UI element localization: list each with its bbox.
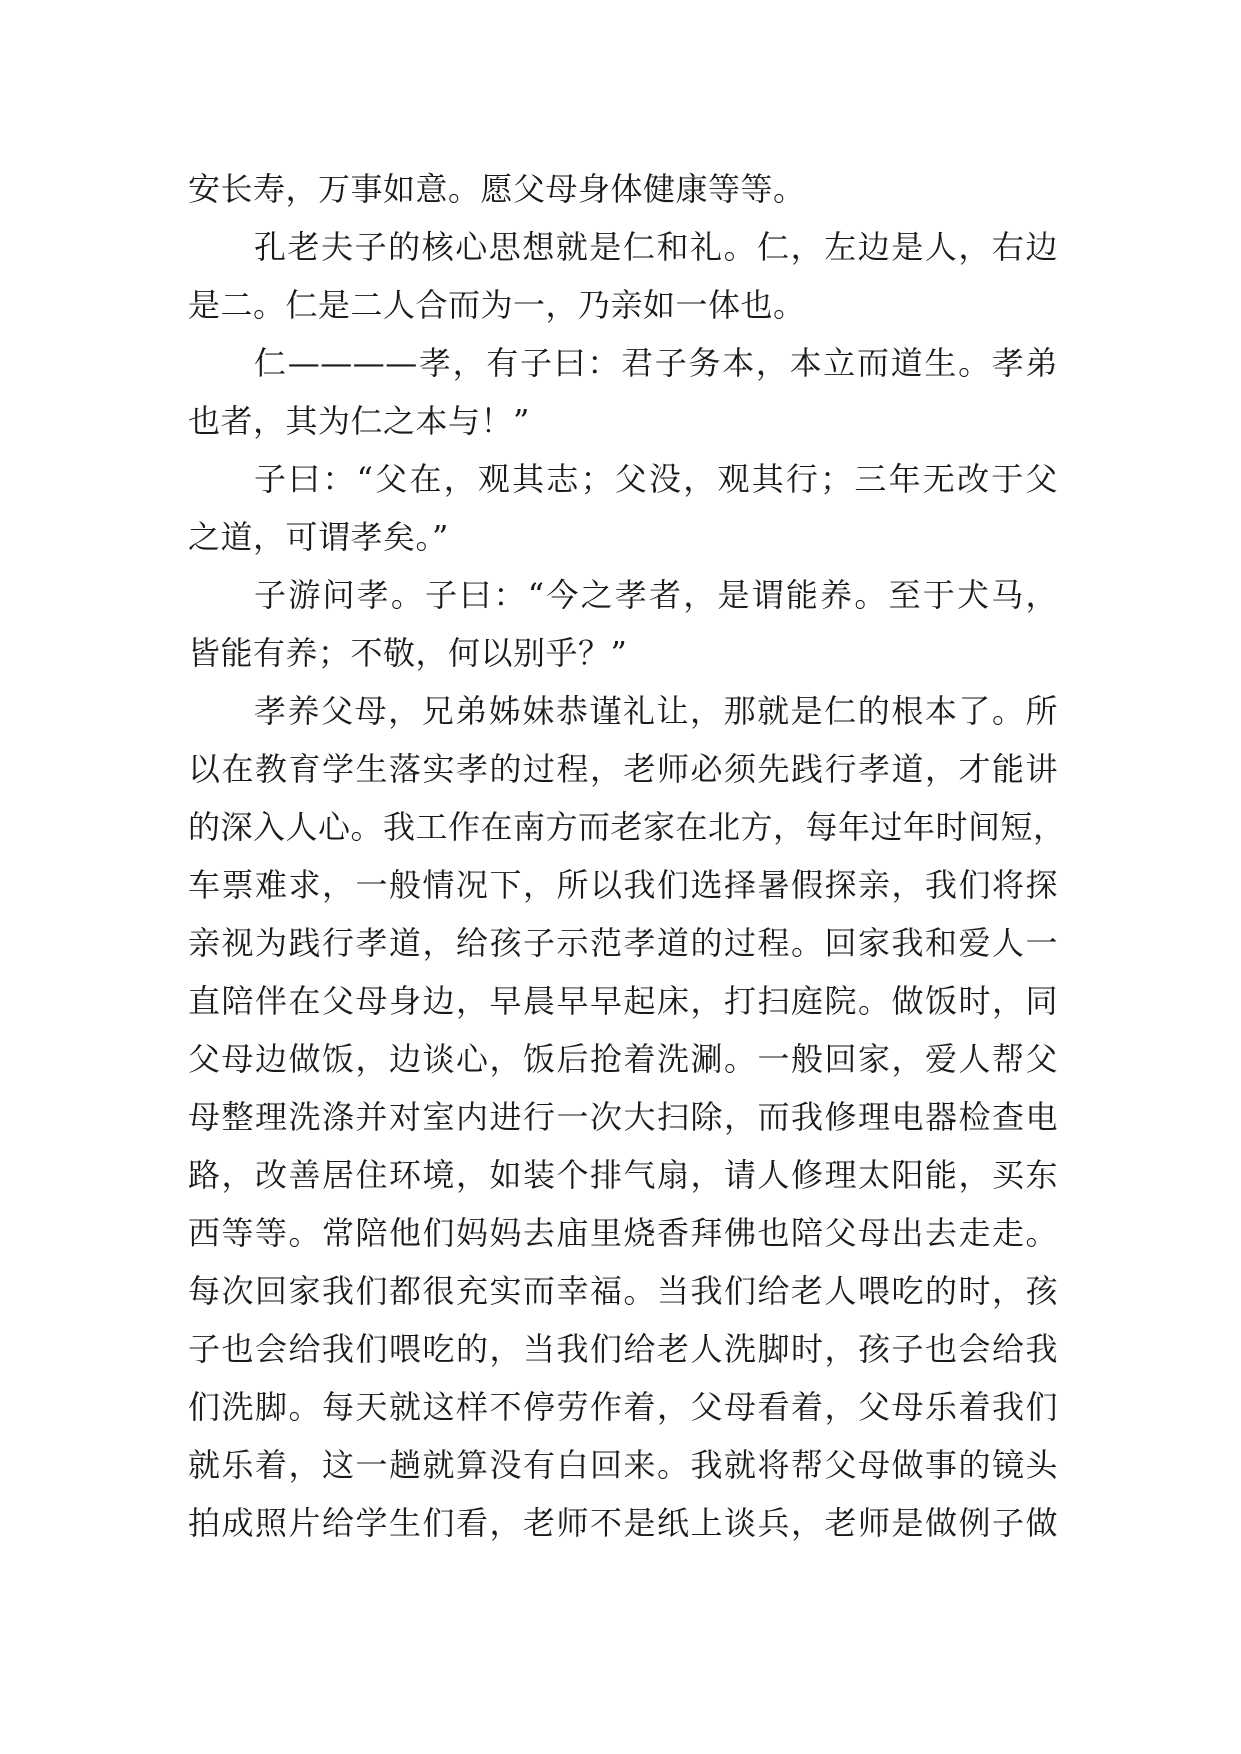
text-line: 每次回家我们都很充实而幸福。当我们给老人喂吃的时，孩 [188, 1272, 1058, 1310]
text-line: 子游问孝。子曰：“今之孝者，是谓能养。至于犬马， [254, 576, 1058, 614]
text-line: 仁————孝，有子曰：君子务本，本立而道生。孝弟 [254, 344, 1058, 382]
text-line: 孝养父母，兄弟姊妹恭谨礼让，那就是仁的根本了。所 [254, 692, 1058, 730]
text-line: 们洗脚。每天就这样不停劳作着，父母看着，父母乐着我们 [188, 1388, 1058, 1426]
text-line: 母整理洗涤并对室内进行一次大扫除，而我修理电器检查电 [188, 1098, 1058, 1136]
text-line: 直陪伴在父母身边，早晨早早起床，打扫庭院。做饭时，同 [188, 982, 1058, 1020]
text-line: 就乐着，这一趟就算没有白回来。我就将帮父母做事的镜头 [188, 1446, 1058, 1484]
text-line: 安长寿，万事如意。愿父母身体健康等等。 [188, 170, 806, 208]
text-line: 以在教育学生落实孝的过程，老师必须先践行孝道，才能讲 [188, 750, 1058, 788]
text-line: 西等等。常陪他们妈妈去庙里烧香拜佛也陪父母出去走走。 [188, 1214, 1058, 1252]
text-line: 皆能有养；不敬，何以别乎？” [188, 634, 628, 672]
text-line: 是二。仁是二人合而为一，乃亲如一体也。 [188, 286, 806, 324]
text-line: 子曰：“父在，观其志；父没，观其行；三年无改于父 [254, 460, 1058, 498]
text-line: 之道，可谓孝矣。” [188, 518, 449, 556]
text-line: 子也会给我们喂吃的，当我们给老人洗脚时，孩子也会给我 [188, 1330, 1058, 1368]
text-line: 孔老夫子的核心思想就是仁和礼。仁，左边是人，右边 [254, 228, 1058, 266]
text-line: 父母边做饭，边谈心，饭后抢着洗涮。一般回家，爱人帮父 [188, 1040, 1058, 1078]
text-line: 拍成照片给学生们看，老师不是纸上谈兵，老师是做例子做 [188, 1504, 1058, 1542]
text-line: 车票难求，一般情况下，所以我们选择暑假探亲，我们将探 [188, 866, 1058, 904]
text-line: 也者，其为仁之本与！” [188, 402, 530, 440]
text-line: 亲视为践行孝道，给孩子示范孝道的过程。回家我和爱人一 [188, 924, 1058, 962]
text-line: 的深入人心。我工作在南方而老家在北方，每年过年时间短， [188, 808, 1066, 846]
body-text [188, 160, 1066, 1552]
text-line: 路，改善居住环境，如装个排气扇，请人修理太阳能，买东 [188, 1156, 1058, 1194]
